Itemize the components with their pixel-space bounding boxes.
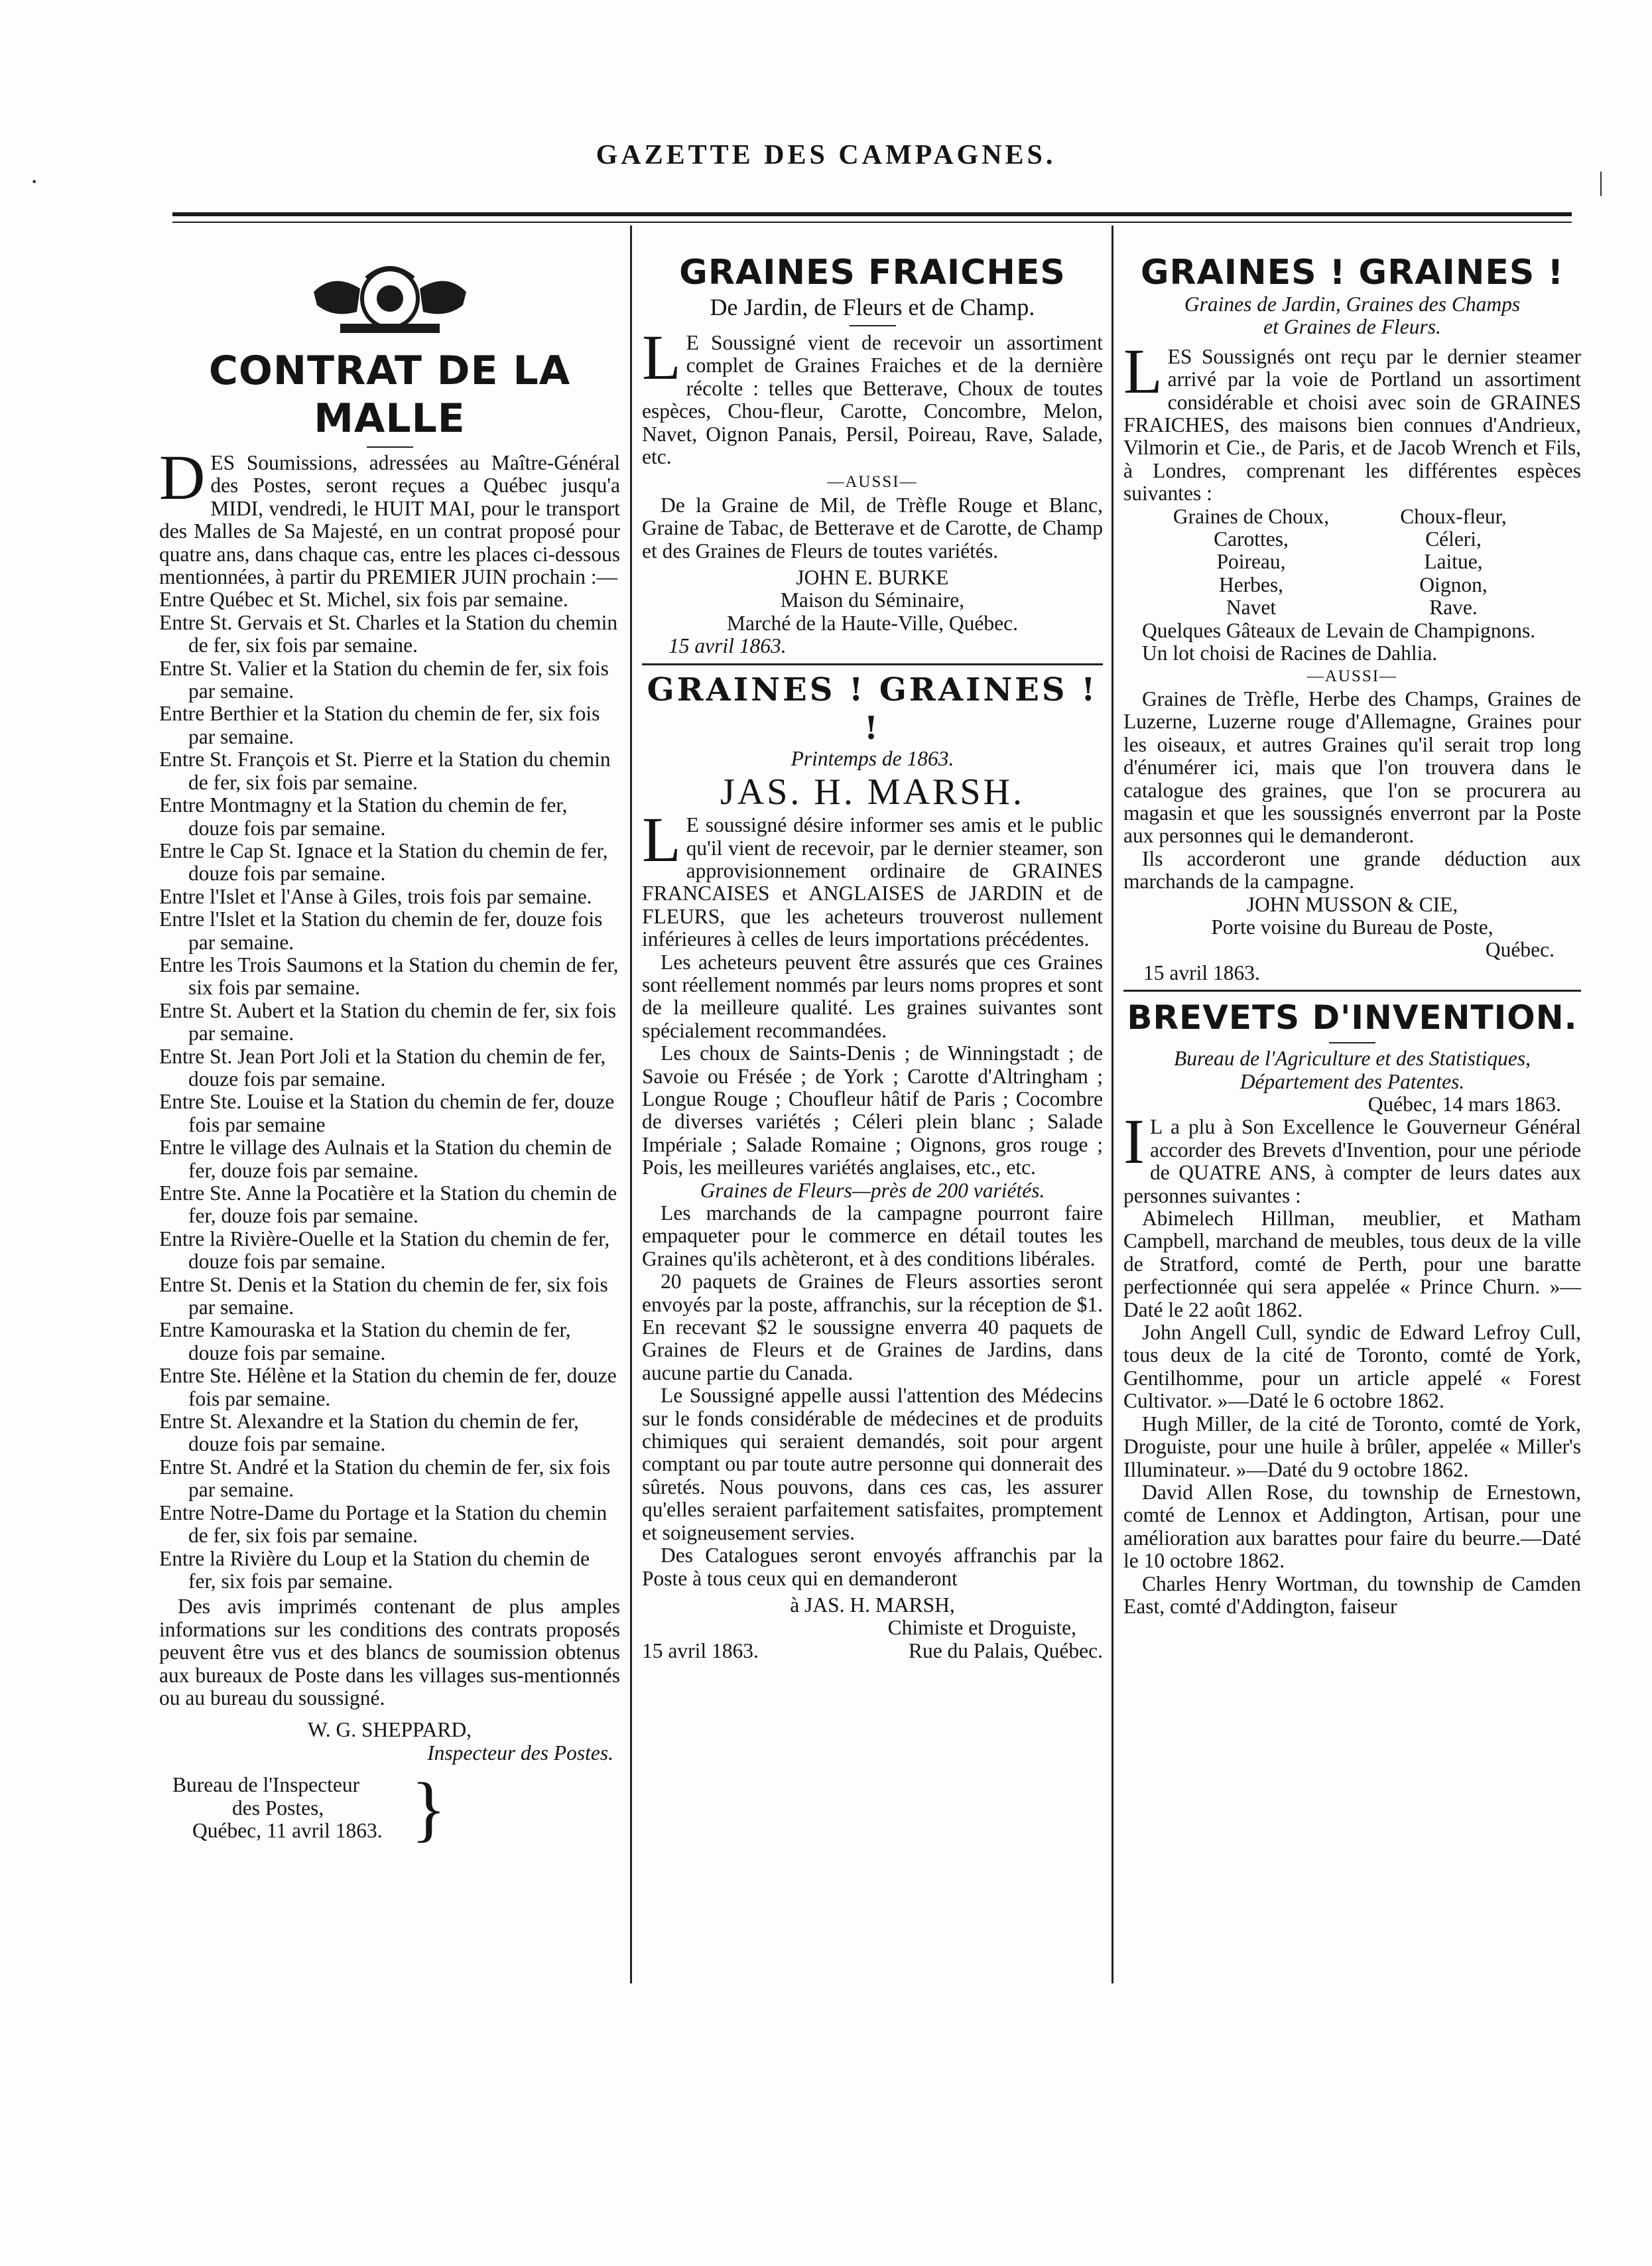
column-mail-contract — [159, 252, 620, 1849]
signer-name: W. G. SHEPPARD, — [307, 1718, 472, 1742]
route-item: Entre St. François et St. Pierre et la Station du chemin de fer, six fois par semaine. — [159, 748, 611, 794]
route-item: Entre St. Denis et la Station du chemin de fer, six fois par semaine. — [159, 1272, 608, 1319]
patent-entry: Hugh Miller, de la cité de Toronto, comté de York, Droguiste, pour une huile à brûler, appelée « Miller's Illuminateur. »—Daté du 9 octobre 1862. — [1123, 1412, 1581, 1481]
route-item: Entre Kamouraska et la Station du chemin de fer, douze fois par semaine. — [159, 1318, 571, 1365]
patents-subtitle: Bureau de l'Agriculture et des Statistiques, — [1173, 1047, 1531, 1071]
aussi-label: —AUSSI— — [827, 473, 918, 492]
office-line: Bureau de l'Inspecteur — [172, 1773, 360, 1797]
seed-item: Herbes, — [1218, 572, 1284, 596]
marsh-p5: Les marchands de la campagne pourront faire empaqueter pour le commerce en détail toutes les Graines qu'ils achèteront, et à des conditions libérales. — [642, 1201, 1103, 1270]
margin-mark: · — [30, 167, 39, 196]
seed-item: Rave. — [1429, 596, 1478, 620]
column-musson-patents — [1123, 252, 1581, 1618]
burke-signer: JOHN E. BURKE — [796, 566, 949, 590]
fresh-seeds-body: L E Soussigné vient de recevoir un assortiment complet de Graines Fraiches et de la dernière récolte : telles que Betterave, Choux de toutes espèces, Chou-fleur, Carotte, Concombre, Melon, Navet, Oignon Panais, Persil, Poireau, Rave, Salade, etc. — [642, 322, 1103, 469]
fresh-seeds-subtitle: De Jardin, de Fleurs et de Champ. — [710, 294, 1035, 320]
title-rule — [850, 325, 896, 326]
musson-p2: Quelques Gâteaux de Levain de Champignons. — [1142, 618, 1536, 642]
burke-date: 15 avril 1863. — [668, 634, 787, 658]
title-rule — [367, 446, 413, 448]
seed-item: Graines de Choux, — [1173, 504, 1330, 528]
patents-title: BREVETS D'INVENTION. — [1127, 998, 1578, 1037]
patent-entry: David Allen Rose, du township de Ernestown, comté de Lennox et Addington, Artisan, pour une amélioration aux barattes pour faire du beurre.—Daté le 10 octobre 1862. — [1123, 1480, 1581, 1573]
signer-role: Inspecteur des Postes. — [427, 1741, 613, 1765]
marsh-p7: Le Soussigné appelle aussi l'attention des Médecins sur le fonds considérable de médecines et de produits chimiques qui seraient demandés, soit pour argent comptant ou par toute autre personne qui donnerait des sûretés. Nous pouvons, dans ces cas, les assurer qu'elles seraient parfaitement satisfaites, promptement et soigneusement servies. — [642, 1384, 1103, 1544]
musson-p5: Ils accorderont une grande déduction aux marchands de la campagne. — [1123, 846, 1581, 894]
route-item: Entre Berthier et la Station du chemin de fer, six fois par semaine. — [159, 702, 600, 748]
marsh-subtitle: Printemps de 1863. — [791, 746, 954, 770]
office-line: Québec, 11 avril 1863. — [192, 1818, 383, 1842]
route-item: Entre St. Alexandre et la Station du chemin de fer, douze fois par semaine. — [159, 1410, 579, 1456]
route-item: Entre Ste. Anne la Pocatière et la Station du chemin de fer, douze fois par semaine. — [159, 1181, 617, 1228]
route-item: Entre Montmagny et la Station du chemin de fer, douze fois par semaine. — [159, 793, 568, 840]
route-item: Entre St. Jean Port Joli et la Station du chemin de fer, douze fois par semaine. — [159, 1044, 606, 1091]
musson-p3: Un lot choisi de Racines de Dahlia. — [1142, 641, 1438, 665]
musson-date: 15 avril 1863. — [1143, 961, 1260, 984]
fresh-seeds-title: GRAINES FRAICHES — [679, 253, 1066, 293]
title-rule — [1329, 1042, 1375, 1043]
mail-contract-notice: Des avis imprimés contenant de plus amples informations sur les conditions des contrats proposés peuvent être vus et des blancs de soumission obtenus aux bureaux de Poste dans les villages sus-mentionnés ou au bureau du soussigné. — [159, 1595, 620, 1709]
route-item: Entre St. Valier et la Station du chemin de fer, six fois par semaine. — [159, 656, 609, 703]
section-rule — [642, 663, 1103, 665]
musson-p4: Graines de Trèfle, Herbe des Champs, Graines de Luzerne, Luzerne rouge d'Allemagne, Graines pour les oiseaux, et autres Graines qu'il serait trop long d'énumérer ici, mais que l'on trouvera dans le catalogue des graines, que l'on se procurera au magasin et que les soussignés enverront par la Poste aux personnes qui le demanderont. — [1123, 687, 1581, 848]
musson-address: Porte voisine du Bureau de Poste, — [1211, 915, 1493, 939]
musson-subtitle: Graines de Jardin, Graines des Champs — [1184, 293, 1521, 316]
patent-entry: John Angell Cull, syndic de Edward Lefroy Cull, tous deux de la cité de Toronto, comté de York, Gentilhomme, pour un article appelé « Forest Cultivator. »—Daté le 6 octobre 1862. — [1123, 1321, 1581, 1413]
seed-list — [1123, 505, 1581, 620]
column-divider — [1112, 226, 1113, 1983]
route-item: Entre le village des Aulnais et la Station du chemin de fer, douze fois par semaine. — [159, 1136, 612, 1182]
route-item: Entre les Trois Saumons et la Station du chemin de fer, six fois par semaine. — [159, 953, 619, 1000]
route-item: Entre Ste. Hélène et la Station du chemin de fer, douze fois par semaine. — [159, 1364, 617, 1410]
marsh-p8: Des Catalogues seront envoyés affranchis par la Poste à tous ceux qui en demanderont — [642, 1544, 1103, 1590]
musson-signer: JOHN MUSSON & CIE, — [1246, 892, 1458, 916]
brace-mark: } — [411, 1767, 446, 1849]
marsh-address: Rue du Palais, Québec. — [908, 1638, 1103, 1662]
musson-subtitle: et Graines de Fleurs. — [1263, 315, 1441, 339]
patent-entry: Charles Henry Wortman, du township de Camden East, comté d'Addington, faiseur — [1123, 1571, 1581, 1618]
musson-body: LES Soussignés ont reçu par le dernier steamer arrivé par la voie de Portland un assortiment considérable et choisi avec soin de GRAINES FRAICHES, des maisons bien connues d'Andrieux, Vilmorin et Cie., de Paris, et de Jacob Wrench et Fils, à Londres, comprenant les différentes espèces suivantes : — [1123, 335, 1581, 505]
seed-item: Oignon, — [1419, 572, 1488, 596]
mail-contract-intro: DES Soumissions, adressées au Maître-Général des Postes, seront reçues a Québec jusqu'a MIDI, vendredi, le HUIT MAI, pour le transport des Malles de Sa Majesté, en un contrat proposé pour quatre ans, dans chaque cas, entre les places ci-dessous mentionnées, à partir du PREMIER JUIN prochain :— — [159, 442, 620, 589]
patents-dateline: Québec, 14 mars 1863. — [1367, 1093, 1561, 1116]
patents-subtitle: Département des Patentes. — [1239, 1069, 1465, 1093]
marsh-p1: L E soussigné désire informer ses amis et le public qu'il vient de recevoir, par le dernier steamer, son approvisionnement ordinaire de GRAINES FRANCAISES et ANGLAISES de JARDIN et de FLEURS, que les acheteurs trouverost nullement inférieures à celles de leurs importations précédentes. — [642, 804, 1103, 951]
burke-address: Maison du Séminaire, — [780, 588, 965, 612]
aussi-label: —AUSSI— — [1306, 667, 1398, 685]
seed-item: Choux-fleur, — [1400, 504, 1507, 528]
route-item: Entre l'Islet et la Station du chemin de fer, douze fois par semaine. — [159, 907, 603, 954]
marsh-role: Chimiste et Droguiste, — [887, 1616, 1076, 1640]
route-item: Entre la Rivière du Loup et la Station du chemin de fer, six fois par semaine. — [159, 1546, 590, 1593]
route-item: Entre Notre-Dame du Portage et la Station du chemin de fer, six fois par semaine. — [159, 1500, 607, 1548]
margin-mark: | — [1598, 167, 1604, 196]
route-item: Entre la Rivière-Ouelle et la Station du chemin de fer, douze fois par semaine. — [159, 1227, 610, 1274]
musson-city: Québec. — [1485, 938, 1555, 962]
seed-item: Laitue, — [1424, 550, 1483, 574]
marsh-p2: Les acheteurs peuvent être assurés que ces Graines sont réellement nommés par leurs noms propres et sont de la meilleure qualité. Les graines suivantes sont spécialement recommandées. — [642, 950, 1103, 1042]
royal-arms-icon — [159, 252, 620, 342]
musson-title: GRAINES ! GRAINES ! — [1140, 253, 1564, 293]
burke-address: Marché de la Haute-Ville, Québec. — [727, 611, 1018, 635]
mail-contract-title: CONTRAT DE LA MALLE — [208, 348, 571, 442]
column-divider — [630, 226, 632, 1983]
office-line: des Postes, — [232, 1796, 324, 1820]
seed-item: Poireau, — [1216, 550, 1286, 574]
marsh-p6: 20 paquets de Graines de Fleurs assorties seront envoyés par la poste, affranchis, sur la réception de $1. En recevant $2 le soussigne enverra 40 paquets de Graines de Fleurs et de Graines de Jardins, dans aucune partie du Canada. — [642, 1270, 1103, 1384]
section-rule — [1123, 990, 1581, 992]
route-item: Entre le Cap St. Ignace et la Station du chemin de fer, douze fois par semaine. — [159, 838, 608, 886]
route-item: Entre St. Aubert et la Station du chemin de fer, six fois par semaine. — [159, 998, 616, 1045]
marsh-sig: à JAS. H. MARSH, — [790, 1593, 955, 1617]
route-item: Entre l'Islet et l'Anse à Giles, trois fois par semaine. — [159, 884, 592, 908]
patent-list — [1123, 1207, 1581, 1618]
seed-item: Carottes, — [1214, 527, 1289, 551]
route-list — [159, 588, 620, 1593]
route-item: Entre Ste. Louise et la Station du chemin de fer, douze fois par semaine — [159, 1090, 615, 1136]
route-item: Entre St. Gervais et St. Charles et la Station du chemin de fer, six fois par semaine. — [159, 610, 618, 657]
patent-entry: Abimelech Hillman, meublier, et Matham Campbell, marchand de meubles, tous deux de la ville de Stratford, comté de Perth, pour une baratte perfectionnée qui sera appelée « Prince Churn. »—Daté le 22 août 1862. — [1123, 1207, 1581, 1321]
marsh-p4: Graines de Fleurs—près de 200 variétés. — [700, 1178, 1045, 1202]
header-rule-thin — [172, 222, 1572, 223]
column-seed-ads — [642, 252, 1103, 1662]
marsh-p3: Les choux de Saints-Denis ; de Winningstadt ; de Savoie ou Frésée ; de York ; Carotte d'Altringham ; Longue Rouge ; Choufleur hâtif de Paris ; Cocombre de diverses variétés ; Céleri plein blanc ; Salade Impériale ; Salade Romaine ; Oignons, gros rouge ; Pois, les meilleures variétés anglaises, etc., etc. — [642, 1041, 1103, 1179]
seed-item: Céleri, — [1425, 527, 1482, 551]
route-item: Entre St. André et la Station du chemin de fer, six fois par semaine. — [159, 1455, 611, 1502]
marsh-name: JAS. H. MARSH. — [720, 771, 1025, 813]
marsh-title: GRAINES ! GRAINES ! ! — [647, 671, 1098, 747]
marsh-footer — [642, 1640, 1103, 1662]
patents-body: I L a plu à Son Excellence le Gouverneur Général accorder des Brevets d'Invention, pour une période de QUATRE ANS, à compter de leurs dates aux personnes suivantes : — [1123, 1106, 1581, 1207]
fresh-seeds-body-2: De la Graine de Mil, de Trèfle Rouge et Blanc, Graine de Tabac, de Betterave et de Carotte, de Champ et des Graines de Fleurs de toutes variétés. — [642, 493, 1103, 563]
marsh-date: 15 avril 1863. — [642, 1638, 759, 1662]
page-header: GAZETTE DES CAMPAGNES. — [596, 140, 1056, 170]
office-block — [159, 1767, 620, 1849]
route-item: Entre Québec et St. Michel, six fois par semaine. — [159, 588, 568, 612]
header-rule — [172, 212, 1572, 216]
seed-item: Navet — [1226, 596, 1277, 620]
